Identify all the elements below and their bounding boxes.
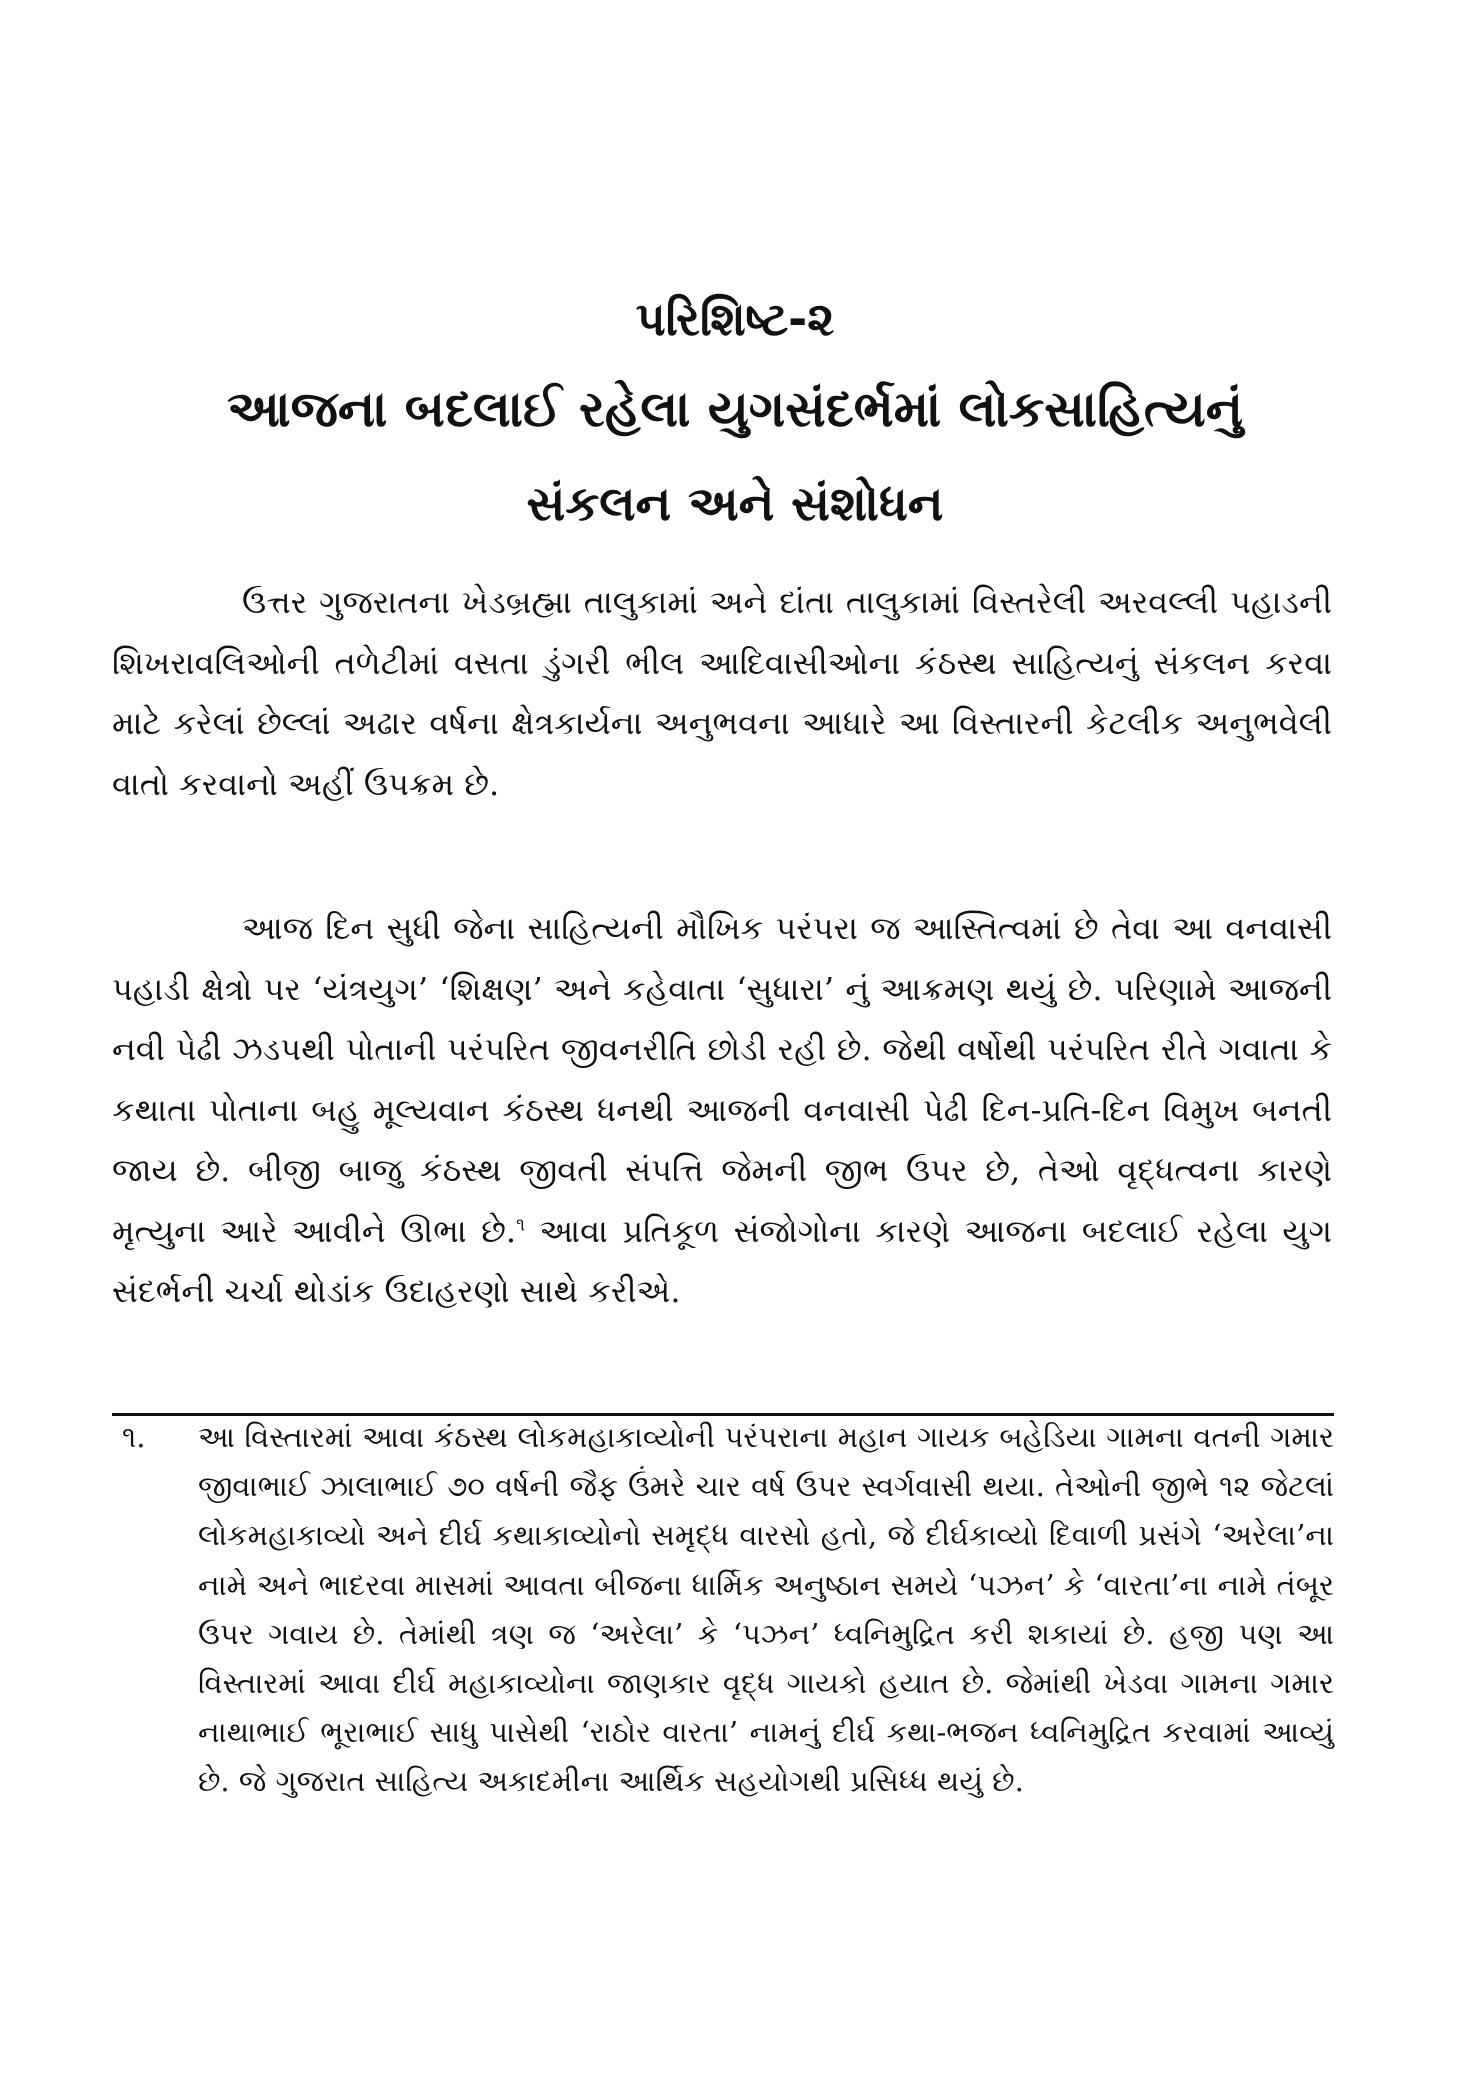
chapter-title-line-2: સંકલન અને સંશોધન — [526, 476, 944, 532]
body-paragraph-2-text: આજ દિન સુધી જેના સાહિત્યની મૌખિક પરંપરા જ આસ્તિત્વમાં છે તેવા આ વનવાસી પહાડી ક્ષેત્રો પર ‘યંત્રયુગ’ ‘શિક્ષણ’ અને કહેવાતા ‘સુધારા’ નું આક્રમણ થયું છે. પરિણામે આજની નવી પેઢી ઝડપથી પોતાની પરંપરિત જીવનરીતિ છોડી રહી છે. જેથી વર્ષોથી પરંપરિત રીતે ગવાતા કે કથાતા પોતાના બહુ મૂલ્યવાન કંઠસ્થ ધનથી આજની વનવાસી પેઢી દિન-પ્રતિ-દિન વિમુખ બનતી જાય છે. બીજી બાજુ કંઠસ્થ જીવતી સંપત્તિ જેમની જીભ ઉપર છે, તેઓ વૃદ્ધત્વના કારણે મૃત્યુના આરે આવીને ઊભા છે. — [112, 909, 1332, 1250]
chapter-title-line-1: આજના બદલાઈ રહેલા યુગસંદર્ભમાં લોકસાહિત્યનું — [227, 380, 1243, 438]
appendix-label: પરિશિષ્ટ-૨ — [635, 292, 835, 346]
body-paragraph-1: ઉત્તર ગુજરાતના ખેડબ્રહ્મા તાલુકામાં અને દાંતા તાલુકામાં વિસ્તરેલી અરવલ્લી પહાડની શિખરાવલિઓની તળેટીમાં વસતા ડુંગરી ભીલ આદિવાસીઓના કંઠસ્થ સાહિત્યનું સંકલન કરવા માટે કરેલાં છેલ્લાં અઢાર વર્ષના ક્ષેત્રકાર્યના અનુભવના આધારે આ વિસ્તારની કેટલીક અનુભવેલી વાતો કરવાનો અહીં ઉપક્રમ છે. — [112, 583, 1332, 803]
footnote-text: આ વિસ્તારમાં આવા કંઠસ્થ લોકમહાકાવ્યોની પરંપરાના મહાન ગાયક બહેડિયા ગામના વતની ગમાર જીવાભાઈ ઝાલાભાઈ ૭૦ વર્ષની જૈફ ઉંમરે ચાર વર્ષ ઉપર સ્વર્ગવાસી થયા. તેઓની જીભે ૧૨ જેટલાં લોકમહાકાવ્યો અને દીર્ઘ કથાકાવ્યોનો સમૃદ્ધ વારસો હતો, જે દીર્ઘકાવ્યો દિવાળી પ્રસંગે ‘અરેલા’ના નામે અને ભાદરવા માસમાં આવતા બીજના ધાર્મિક અનુષ્ઠાન સમયે ‘પઝન’ કે ‘વારતા’ના નામે તંબૂર ઉપર ગવાય છે. તેમાંથી ત્રણ જ ‘અરેલા’ કે ‘પઝન’ ધ્વનિમુદ્રિત કરી શકાયાં છે. હજી પણ આ વિસ્તારમાં આવા દીર્ઘ મહાકાવ્યોના જાણકાર વૃદ્ધ ગાયકો હયાત છે. જેમાંથી ખેડવા ગામના ગમાર નાથાભાઈ ભૂરાભાઈ સાધુ પાસેથી ‘રાઠોર વારતા’ નામનું દીર્ઘ કથા-ભજન ધ્વનિમુદ્રિત કરવામાં આવ્યું છે. જે ગુજરાત સાહિત્ય અકાદમીના આર્થિક સહયોગથી પ્રસિધ્ધ થયું છે. — [198, 1420, 1334, 1799]
footnote — [112, 1413, 1334, 1807]
body-paragraph-2 — [112, 898, 1332, 1322]
footnote-number: ૧. — [122, 1420, 146, 1454]
body-paragraph-2-continuation: આવા પ્રતિકૂળ સંજોગોના કારણે આજના બદલાઈ રહેલા યુગ સંદર્ભની ચર્ચા થોડાંક ઉદાહરણો સાથે કરીએ. — [112, 1211, 1332, 1310]
footnote-reference: ૧ — [516, 1213, 525, 1235]
